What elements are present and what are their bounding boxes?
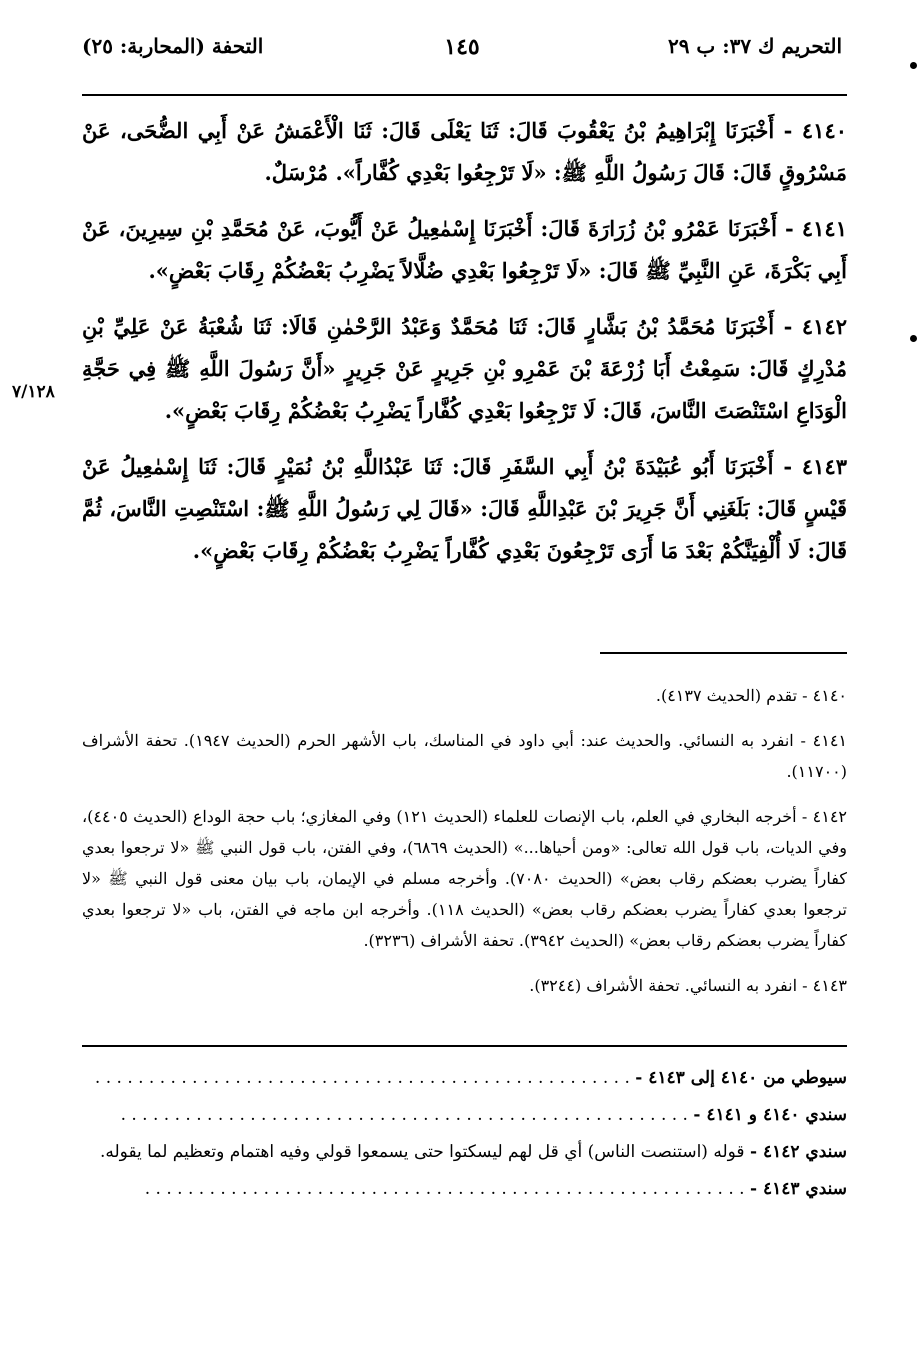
footnote: ٤١٤٢ - أخرجه البخاري في العلم، باب الإنصات للعلماء (الحديث ١٢١) وفي المغازي؛ باب حجة الوداع (الحديث ٤٤٠٥)، وفي الديات، باب قول الله تعالى: «ومن أحياها...» (الحديث ٦٨٦٩)، وفي الفتن، باب قول النبي ﷺ «لا ترجعوا بعدي كفاراً يضرب بعضكم رقاب بعض» (الحديث ٧٠٨٠). وأخرجه مسلم في الإيمان، باب بيان معنى قول النبي ﷺ «لا ترجعوا بعدي كفاراً يضرب بعضكم رقاب بعض» (الحديث ١١٨). وأخرجه ابن ماجه في الفتن، باب «لا ترجعوا بعدي كفاراً يضرب بعضكم رقاب بعض» (الحديث ٣٩٤٢). تحفة الأشراف (٣٢٣٦). bbox=[82, 807, 848, 950]
margin-dot bbox=[910, 62, 917, 69]
footnotes bbox=[82, 680, 847, 1015]
commentary-label: سندي ٤١٤٠ و ٤١٤١ - bbox=[693, 1105, 847, 1125]
commentary-rule bbox=[82, 1045, 847, 1047]
commentary-row bbox=[82, 1103, 847, 1140]
hadith-paragraph bbox=[82, 306, 847, 432]
page-number: ١٤٥ bbox=[444, 34, 480, 60]
hadith-number: ٤١٤٢ - bbox=[783, 314, 848, 339]
commentary-label: سندي ٤١٤٣ - bbox=[749, 1179, 847, 1199]
hadith-text: أَخْبَرَنَا عَمْرُو بْنُ زُرَارَةَ قَالَ: أَخْبَرَنَا إِسْمٰعِيلُ عَنْ أَيُّوبَ، عَنْ مُحَمَّدِ بْنِ سِيرِينَ، عَنْ أَبِي بَكْرَةَ، عَنِ النَّبِيِّ ﷺ قَالَ: «لَا تَرْجِعُوا بَعْدِي ضُلَّالاً يَضْرِبُ بَعْضُكُمْ رِقَابَ بَعْضٍ». bbox=[82, 216, 847, 283]
commentary-dots: . . . . . . . . . . . . . . . . . . . . . . . . . . . . . . . . . . . . . . . . . . . . . . . . . . bbox=[94, 1068, 630, 1088]
footnote-separator bbox=[600, 652, 847, 654]
margin-reference: ٧/١٢٨ bbox=[12, 382, 55, 402]
hadith-number: ٤١٤١ - bbox=[785, 216, 847, 241]
margin-dot bbox=[910, 335, 917, 342]
hadith-text: أَخْبَرَنَا مُحَمَّدُ بْنُ بَشَّارٍ قَالَ: ثَنَا مُحَمَّدٌ وَعَبْدُ الرَّحْمٰنِ قَالَا: ثَنَا شُعْبَةُ عَنْ عَلِيِّ بْنِ مُدْرِكٍ قَالَ: سَمِعْتُ أَبَا زُرْعَةَ بْنَ عَمْرِو بْنِ جَرِيرٍ عَنْ جَرِيرٍ «أَنَّ رَسُولَ اللَّهِ ﷺ فِي حَجَّةِ الْوَدَاعِ اسْتَنْصَتَ النَّاسَ، قَالَ: لَا تَرْجِعُوا بَعْدِي كُفَّاراً يَضْرِبُ بَعْضُكُمْ رِقَابَ بَعْضٍ». bbox=[82, 314, 847, 423]
header-tuhfa-ref: التحفة (المحاربة: ٢٥) bbox=[82, 34, 264, 58]
header-chapter-ref: التحريم ك ٣٧: ب ٢٩ bbox=[667, 34, 842, 58]
footnote: ٤١٤١ - انفرد به النسائي. والحديث عند: أبي داود في المناسك، باب الأشهر الحرم (الحديث ١٩٤٧). تحفة الأشراف (١١٧٠٠). bbox=[82, 731, 847, 781]
commentary-row bbox=[82, 1140, 847, 1177]
footnote: ٤١٤٣ - انفرد به النسائي. تحفة الأشراف (٣٢٤٤). bbox=[529, 976, 847, 995]
hadith-paragraph bbox=[82, 208, 847, 292]
running-header bbox=[82, 34, 842, 74]
commentary-row bbox=[82, 1066, 847, 1103]
commentary-section bbox=[82, 1066, 847, 1214]
hadith-number: ٤١٤٣ - bbox=[783, 454, 848, 479]
hadith-text-body bbox=[82, 110, 847, 586]
commentary-row bbox=[82, 1177, 847, 1214]
hadith-text: أَخْبَرَنَا إِبْرَاهِيمُ بْنُ يَعْقُوبَ قَالَ: ثَنَا يَعْلَى قَالَ: ثَنَا الْأَعْمَشُ عَنْ أَبِي الضُّحَى، عَنْ مَسْرُوقٍ قَالَ: قَالَ رَسُولُ اللَّهِ ﷺ: «لَا تَرْجِعُوا بَعْدِي كُفَّاراً». مُرْسَلٌ. bbox=[82, 118, 847, 185]
hadith-paragraph bbox=[82, 110, 847, 194]
commentary-text: قوله (استنصت الناس) أي قل لهم ليسكتوا حتى يسمعوا قولي وفيه اهتمام وتعظيم لما يقوله. bbox=[99, 1142, 745, 1162]
commentary-label: سيوطي من ٤١٤٠ إلى ٤١٤٣ - bbox=[635, 1068, 847, 1088]
commentary-dots: . . . . . . . . . . . . . . . . . . . . . . . . . . . . . . . . . . . . . . . . . . . . . . . . . . . . . . . . bbox=[144, 1179, 745, 1199]
hadith-paragraph bbox=[82, 446, 847, 572]
header-rule bbox=[82, 94, 847, 96]
commentary-dots: . . . . . . . . . . . . . . . . . . . . . . . . . . . . . . . . . . . . . . . . . . . . . . . . . . . . . bbox=[120, 1105, 688, 1125]
commentary-label: سندي ٤١٤٢ - bbox=[749, 1142, 847, 1162]
hadith-text: أَخْبَرَنَا أَبُو عُبَيْدَةَ بْنُ أَبِي السَّفَرِ قَالَ: ثَنَا عَبْدُاللَّهِ بْنُ نُمَيْرٍ قَالَ: ثَنَا إِسْمٰعِيلُ عَنْ قَيْسٍ قَالَ: بَلَغَنِي أَنَّ جَرِيرَ بْنَ عَبْدِاللَّهِ قَالَ: «قَالَ لِي رَسُولُ اللَّهِ ﷺ: اسْتَنْصِتِ النَّاسَ، ثُمَّ قَالَ: لَا أُلْفِيَنَّكُمْ بَعْدَ مَا أَرَى تَرْجِعُونَ بَعْدِي كُفَّاراً يَضْرِبُ بَعْضُكُمْ رِقَابَ بَعْضٍ». bbox=[82, 454, 847, 563]
hadith-number: ٤١٤٠ - bbox=[783, 118, 848, 143]
footnote: ٤١٤٠ - تقدم (الحديث ٤١٣٧). bbox=[655, 686, 847, 705]
